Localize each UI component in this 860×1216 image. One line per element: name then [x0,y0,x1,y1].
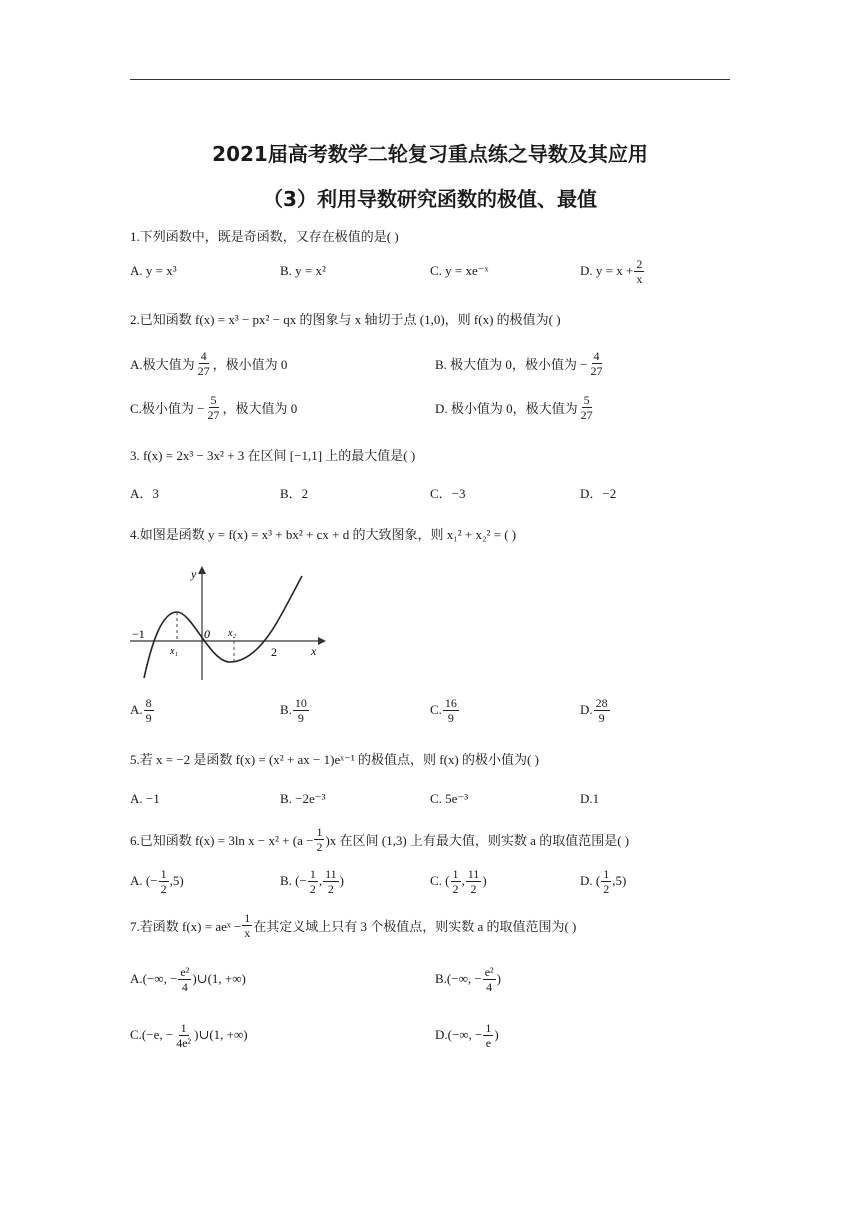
question-1-options [130,254,730,288]
q3-option-a[interactable]: A．3 [130,485,159,501]
question-2-stem: 2.已知函数 f(x) = x³ − px² − qx 的图象与 x 轴切于点 (1,0)，则 f(x) 的极值为( ) [130,312,561,327]
q1-option-b[interactable]: B. y = x² [280,263,326,278]
question-6-options [130,864,730,904]
q5-option-a[interactable]: A. −1 [130,791,160,806]
q3-option-b[interactable]: B．2 [280,485,309,501]
origin-label: 0 [204,627,210,641]
question-2-options-row1 [130,346,730,380]
question-1-stem: 1.下列函数中，既是奇函数，又存在极值的是( ) [130,229,399,244]
q5-option-d[interactable]: D.1 [580,791,600,806]
question-4-options [130,693,730,733]
neg-one-label: −1 [132,627,145,641]
x1-label: x₁ [170,646,178,657]
page-title: 2021届高考数学二轮复习重点练之导数及其应用 [212,142,648,166]
x-label: x [311,644,317,658]
two-label: 2 [271,645,277,659]
question-6-stem: 6.已知函数 f(x) = 3ln x − x² + (a − $\frac{1}{2}$ )x 在区间 (1,3) 上有最大值，则实数 a 的取值范围是( ) [130,824,630,854]
q7-option-b[interactable]: B.(−∞, − $\frac{\text{e²}}{4}$ ) [435,964,501,994]
q6-option-d[interactable]: D. ( $\frac{1}{2}$ ,5) [580,866,627,896]
q2-option-a[interactable]: A.极大值为 $\frac{4}{27}$ ，极小值为 0 [130,348,288,378]
q2-option-b[interactable]: B. 极大值为 0，极小值为 − $\frac{4}{27}$ [435,348,603,378]
question-3-stem: 3. f(x) = 2x³ − 3x² + 3 在区间 [−1,1] 上的最大值是( ) [130,448,416,463]
y-axis-arrow [198,566,206,574]
q1-option-d-text: D. y = x + [580,263,634,278]
q3-option-c[interactable]: C．−3 [430,485,466,501]
question-5-stem: 5.若 x = −2 是函数 f(x) = (x² + ax − 1)eˣ⁻¹ 的极值点，则 f(x) 的极小值为( ) [130,752,539,767]
q1-option-d[interactable] [580,254,645,288]
q7-option-a[interactable]: A.(−∞, − $\frac{\text{e²}}{4}$ )∪(1, +∞) [130,964,246,994]
q7-option-d[interactable]: D.(−∞, − $\frac{1}{e}$ ) [435,1020,499,1050]
q5-option-c[interactable]: C. 5e⁻³ [430,791,469,806]
y-label: y [191,567,197,581]
question-4-stem: 4.如图是函数 y = f(x) = x³ + bx² + cx + d 的大致图象，则 x₁² + x₂² = ( ) [130,527,517,542]
q2-option-c[interactable]: C.极小值为 − $\frac{5}{27}$ ，极大值为 0 [130,392,298,422]
q4-option-a[interactable]: A. $\frac{8}{9}$ [130,695,152,725]
x-axis-arrow [318,637,326,645]
q1-option-d-fraction: $\frac{2}{x}$ [636,256,643,286]
question-2-options-row2 [130,390,730,424]
q5-option-b[interactable]: B. −2e⁻³ [280,791,326,806]
question-3-options [130,475,730,509]
q6-option-c[interactable]: C. ( $\frac{1}{2}$ , $\frac{11}{2}$ ) [430,866,487,896]
page-subtitle: （3）利用导数研究函数的极值、最值 [263,187,597,211]
q4-option-c[interactable]: C. $\frac{16}{9}$ [430,695,457,725]
question-7-stem: 7.若函数 f(x) = aeˣ − $\frac{1}{x}$ 在其定义域上只有 3 个极值点，则实数 a 的取值范围为( ) [130,910,577,940]
q1-option-c[interactable]: C. y = xe⁻ˣ [430,263,489,278]
q6-option-a[interactable]: A. (− $\frac{1}{2}$ ,5) [130,866,184,896]
q2-option-d[interactable]: D. 极小值为 0，极大值为 $\frac{5}{27}$ [435,392,593,422]
q6-option-b[interactable]: B. (− $\frac{1}{2}$ , $\frac{11}{2}$ ) [280,866,344,896]
cubic-graph-figure [130,562,330,684]
header-rule [130,79,730,80]
question-5-options [130,782,730,816]
q3-option-d[interactable]: D．−2 [580,485,617,501]
q4-option-b[interactable]: B. $\frac{10}{9}$ [280,695,307,725]
cubic-curve [144,576,302,678]
x2-label: x₂ [228,628,236,639]
q7-option-c[interactable]: C.(−e, − $\frac{1}{\text{4e²}}$ )∪(1, +∞) [130,1020,248,1050]
question-7-options-row1 [130,962,730,1002]
q4-option-d[interactable]: D. $\frac{28}{9}$ [580,695,608,725]
q1-option-a[interactable]: A. y = x³ [130,263,177,278]
question-7-options-row2 [130,1018,730,1058]
